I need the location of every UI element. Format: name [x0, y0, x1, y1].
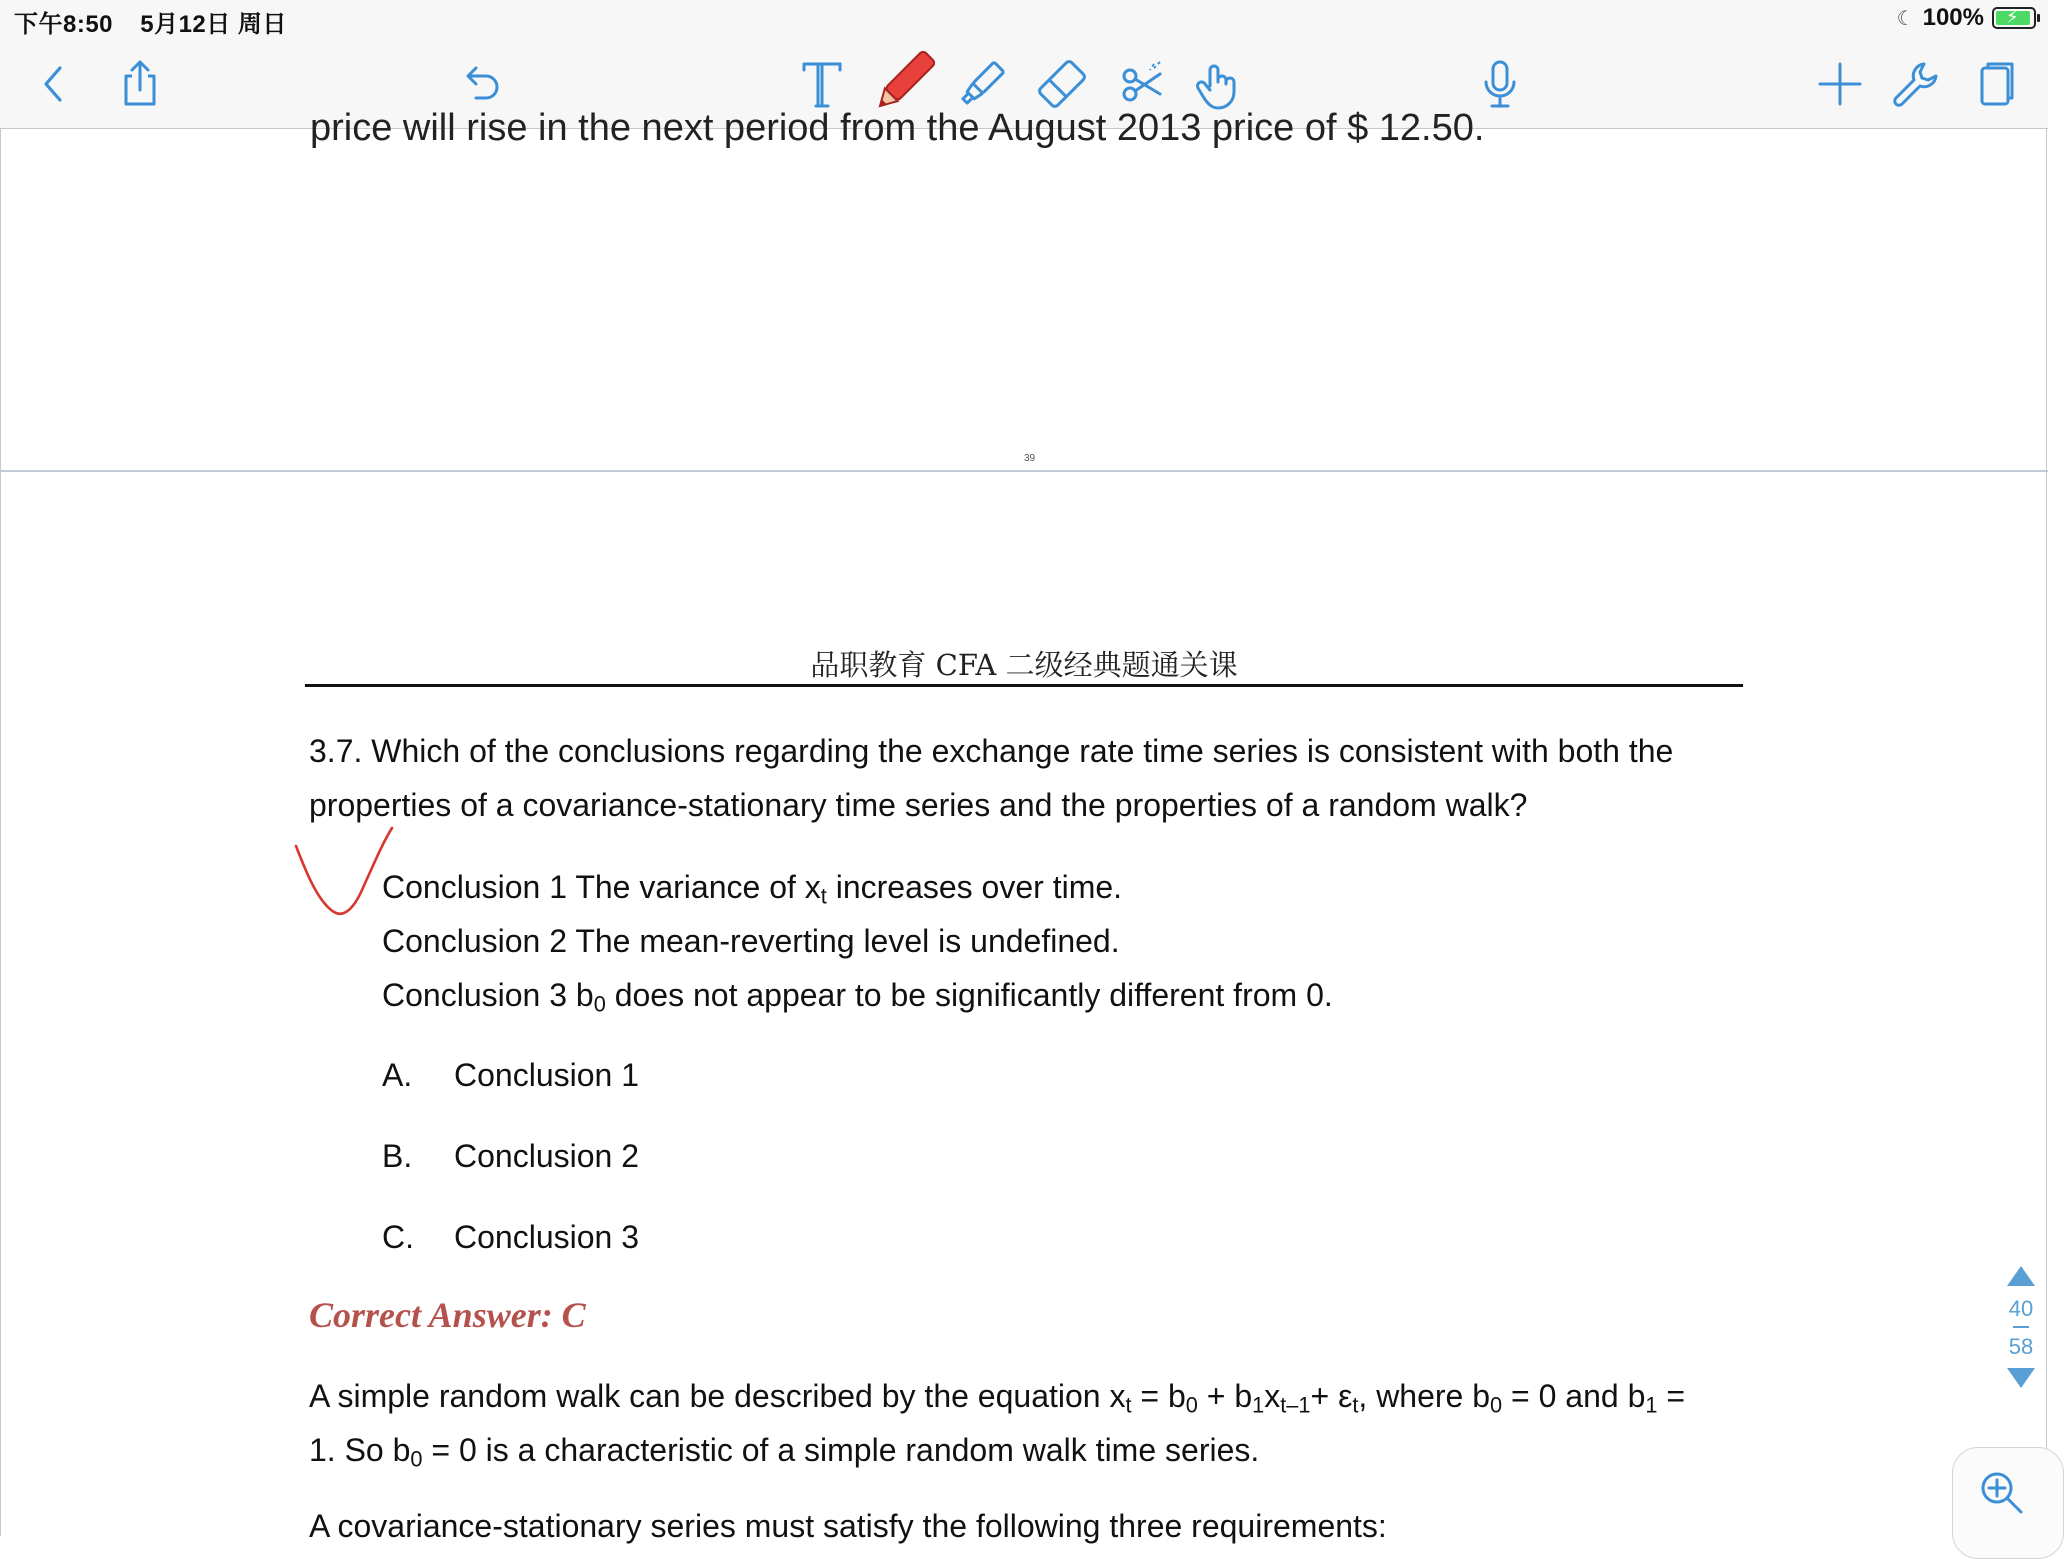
total-pages: 58	[2008, 1334, 2034, 1359]
page-number: 39	[1024, 453, 1036, 464]
correct-answer: Correct Answer: C	[309, 1295, 586, 1335]
page-edge	[2046, 129, 2047, 1536]
page-divider	[0, 470, 2048, 472]
question-line-1: 3.7. Which of the conclusions regarding the exchange rate time series is consistent with both the	[309, 733, 1674, 769]
battery-icon: ⚡	[1992, 7, 2036, 29]
option-a: A. Conclusion 1	[382, 1057, 639, 1093]
zoom-button[interactable]	[1952, 1447, 2064, 1559]
eraser-icon[interactable]	[1032, 54, 1092, 114]
status-time: 下午8:50	[14, 11, 114, 38]
battery-percent: 100%	[1922, 4, 1984, 31]
status-date: 5月12日 周日	[140, 11, 287, 38]
handwritten-checkmark	[292, 824, 402, 934]
page-header-title: 品职教育 CFA 二级经典题通关课	[810, 648, 1238, 682]
option-b: B. Conclusion 2	[382, 1138, 639, 1174]
pages-icon[interactable]	[1966, 54, 2026, 114]
status-bar	[0, 0, 2048, 40]
explanation-line-1: A simple random walk can be described by the equation $x_t = b_0 + b_1x_{t-1}+ \varepsilon_t$, where $b_0 = 0$ and $b_1$ =	[309, 1378, 1686, 1418]
pager-separator	[2013, 1326, 2029, 1328]
status-left	[14, 4, 307, 39]
option-c: C. Conclusion 3	[382, 1219, 639, 1255]
status-right	[1897, 4, 2036, 32]
share-icon[interactable]	[110, 54, 170, 114]
zoom-in-icon	[1979, 1470, 2025, 1516]
moon-icon: ☾	[1896, 7, 1915, 30]
header-rule	[305, 684, 1743, 687]
microphone-icon[interactable]	[1470, 54, 1530, 114]
conclusion-3: Conclusion 3 $b_0$ does not appear to be significantly different from 0.	[382, 977, 1333, 1017]
add-icon[interactable]	[1810, 54, 1870, 114]
back-chevron-icon[interactable]	[24, 54, 84, 114]
page-pager	[1996, 1266, 2046, 1388]
lasso-scissors-icon[interactable]	[1112, 54, 1172, 114]
page-down-arrow-icon[interactable]	[2007, 1368, 2035, 1388]
previous-page-text: price will rise in the next period from the August 2013 price of $ 12.50.	[310, 107, 1485, 149]
highlighter-icon[interactable]	[952, 54, 1012, 114]
undo-icon[interactable]	[452, 54, 512, 114]
page-edge	[0, 129, 1, 1536]
conclusion-1: Conclusion 1 The variance of $x_t$ increases over time.	[382, 869, 1123, 909]
conclusion-2: Conclusion 2 The mean-reverting level is undefined.	[382, 923, 1120, 959]
question-line-2: properties of a covariance-stationary time series and the properties of a random walk?	[309, 787, 1528, 823]
explanation-line-2: 1. So $b_0 = 0$ is a characteristic of a simple random walk time series.	[309, 1432, 1260, 1472]
page-up-arrow-icon[interactable]	[2007, 1266, 2035, 1286]
hand-pointer-icon[interactable]	[1188, 54, 1248, 114]
document-view[interactable]	[0, 107, 2048, 1544]
current-page: 40	[2008, 1296, 2034, 1321]
explanation-line-3: A covariance-stationary series must satisfy the following three requirements:	[309, 1508, 1387, 1544]
text-tool-icon[interactable]	[792, 54, 852, 114]
wrench-icon[interactable]	[1886, 54, 1946, 114]
